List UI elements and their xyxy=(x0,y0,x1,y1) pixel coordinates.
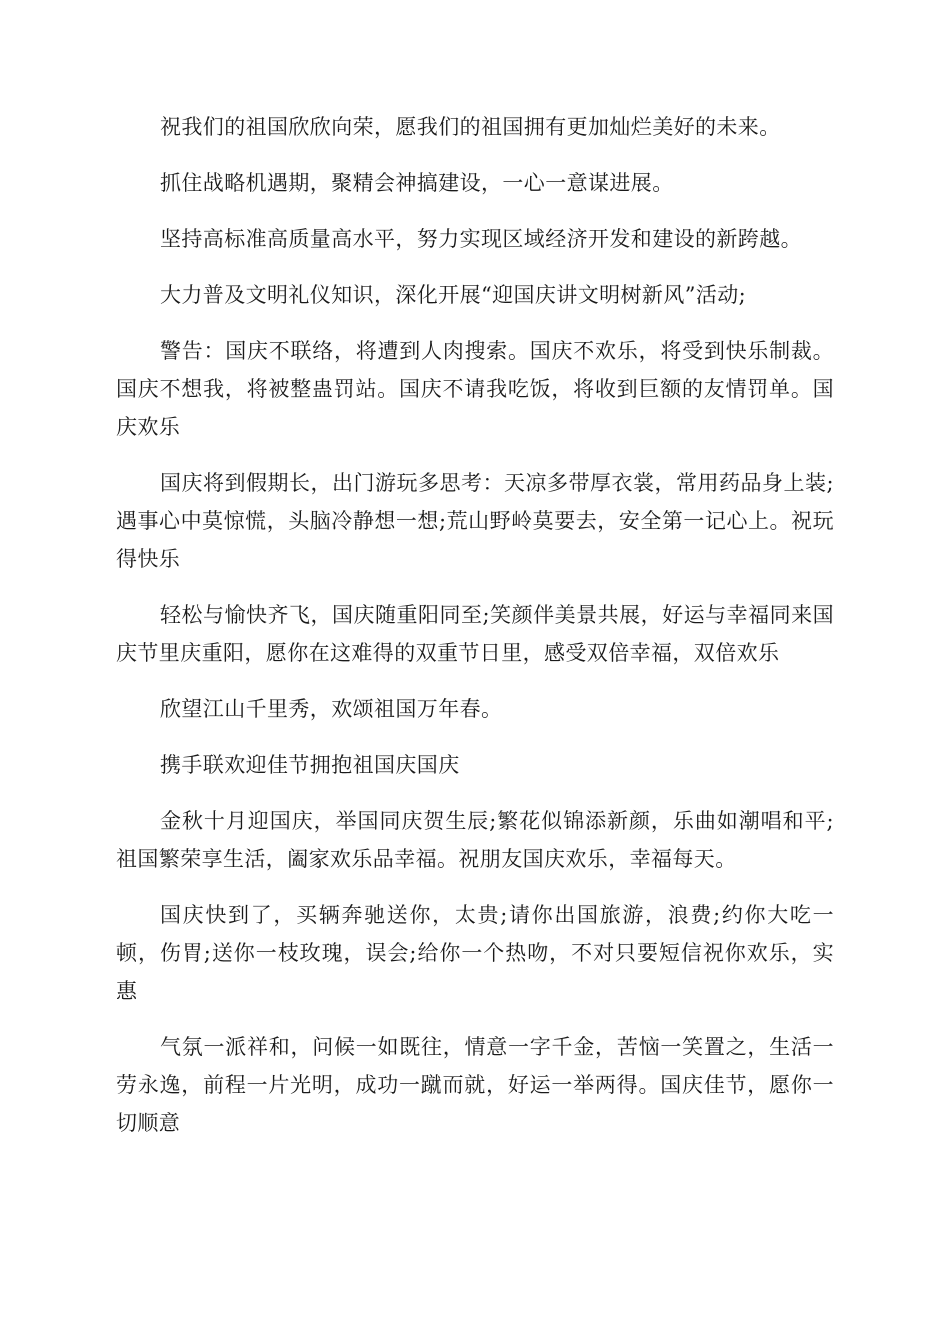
paragraph-12: 气氛一派祥和，问候一如既往，情意一字千金，苦恼一笑置之，生活一劳永逸，前程一片光明，成功一蹴而就，好运一举两得。国庆佳节，愿你一切顺意 xyxy=(116,1035,834,1135)
paragraph-6: 国庆将到假期长，出门游玩多思考：天凉多带厚衣裳，常用药品身上装;遇事心中莫惊慌，头脑冷静想一想;荒山野岭莫要去，安全第一记心上。祝玩得快乐 xyxy=(116,471,834,571)
document-page xyxy=(116,108,834,1160)
paragraph-8: 欣望江山千里秀，欢颂祖国万年春。 xyxy=(160,697,503,721)
paragraph-1: 祝我们的祖国欣欣向荣，愿我们的祖国拥有更加灿烂美好的未来。 xyxy=(160,115,781,139)
paragraph-5: 警告：国庆不联络，将遭到人肉搜索。国庆不欢乐，将受到快乐制裁。国庆不想我，将被整蛊罚站。国庆不请我吃饭，将收到巨额的友情罚单。国庆欢乐 xyxy=(116,339,834,439)
paragraph-9: 携手联欢迎佳节拥抱祖国庆国庆 xyxy=(160,753,460,777)
paragraph-10: 金秋十月迎国庆，举国同庆贺生辰;繁花似锦添新颜，乐曲如潮唱和平;祖国繁荣享生活，阖家欢乐品幸福。祝朋友国庆欢乐，幸福每天。 xyxy=(116,809,834,871)
paragraph-2: 抓住战略机遇期，聚精会神搞建设，一心一意谋进展。 xyxy=(160,171,674,195)
paragraph-7: 轻松与愉快齐飞，国庆随重阳同至;笑颜伴美景共展，好运与幸福同来国庆节里庆重阳，愿你在这难得的双重节日里，感受双倍幸福，双倍欢乐 xyxy=(116,603,834,665)
paragraph-3: 坚持高标准高质量高水平，努力实现区域经济开发和建设的新跨越。 xyxy=(160,227,802,251)
paragraph-11: 国庆快到了，买辆奔驰送你，太贵;请你出国旅游，浪费;约你大吃一顿，伤胃;送你一枝玫瑰，误会;给你一个热吻，不对只要短信祝你欢乐，实惠 xyxy=(116,903,834,1003)
paragraph-4: 大力普及文明礼仪知识，深化开展“迎国庆讲文明树新风”活动; xyxy=(160,283,747,307)
